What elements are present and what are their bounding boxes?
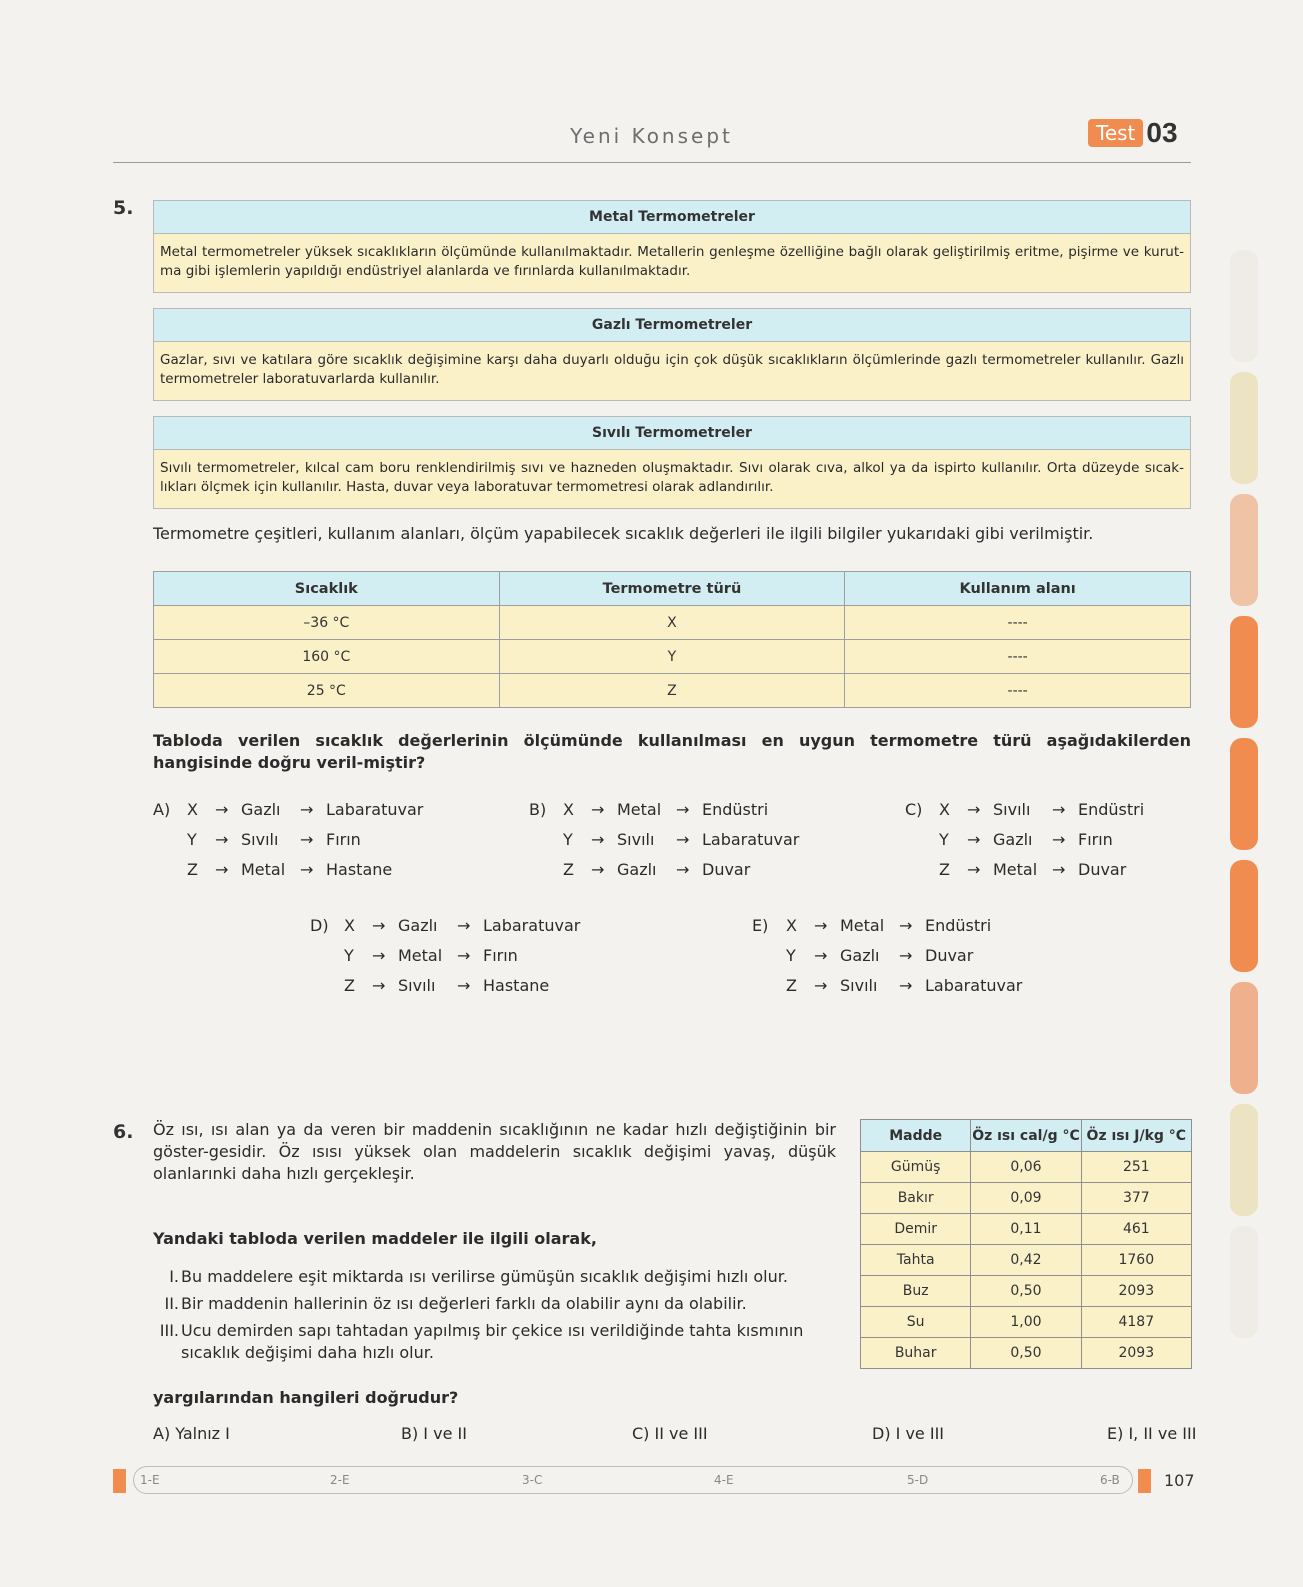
arrow-icon: → bbox=[899, 916, 913, 935]
option-thermometer: Sıvılı bbox=[398, 976, 436, 995]
option-a[interactable] bbox=[153, 795, 424, 885]
answer-option-e[interactable]: E) I, II ve III bbox=[1107, 1424, 1197, 1443]
arrow-icon: → bbox=[300, 800, 314, 819]
option-usage: Fırın bbox=[326, 830, 361, 849]
table-cell: 0,09 bbox=[971, 1183, 1081, 1214]
option-thermometer: Sıvılı bbox=[241, 830, 279, 849]
option-row bbox=[752, 971, 1023, 1001]
table-cell: 1760 bbox=[1081, 1245, 1191, 1276]
arrow-icon: → bbox=[457, 916, 471, 935]
option-usage: Endüstri bbox=[925, 916, 992, 935]
option-row bbox=[310, 941, 570, 971]
arrow-icon: → bbox=[814, 976, 828, 995]
info-box-body: Sıvılı termometreler, kılcal cam boru renklendirilmiş sıvı ve hazneden oluşmaktadır. Sıvı olarak cıva, alkol ya da ispirto kullanılır. Orta düzeyde sıcak-lıkları ölçmek için kullanılır. Hasta, duvar veya laboratuvar termometresi olarak adlandırılır. bbox=[154, 450, 1190, 508]
arrow-icon: → bbox=[372, 916, 386, 935]
answer-key-6: 6-B bbox=[1100, 1473, 1120, 1487]
option-thermometer: Metal bbox=[993, 860, 1038, 879]
arrow-icon: → bbox=[676, 800, 690, 819]
answer-key-3: 3-C bbox=[522, 1473, 543, 1487]
test-label: Test bbox=[1088, 119, 1143, 147]
statement-number: I. bbox=[169, 1267, 179, 1286]
arrow-icon: → bbox=[676, 830, 690, 849]
arrow-icon: → bbox=[1052, 830, 1066, 849]
info-box-body: Gazlar, sıvı ve katılara göre sıcaklık değişimine karşı daha duyarlı olduğu için çok düşük sıcaklıkların ölçümlerinde gazlı termometreler kullanılır. Gazlı termometreler laboratuvarlarda kullanılır. bbox=[154, 342, 1190, 400]
table-cell: Gümüş bbox=[861, 1152, 971, 1183]
option-thermometer: Metal bbox=[241, 860, 286, 879]
option-usage: Fırın bbox=[483, 946, 518, 965]
side-tab bbox=[1230, 860, 1258, 972]
option-thermometer: Gazlı bbox=[617, 860, 657, 879]
statement-3 bbox=[153, 1320, 836, 1364]
option-usage: Hastane bbox=[483, 976, 550, 995]
option-row bbox=[529, 825, 800, 855]
arrow-icon: → bbox=[1052, 800, 1066, 819]
option-usage: Endüstri bbox=[1078, 800, 1145, 819]
table-cell: 2093 bbox=[1081, 1276, 1191, 1307]
option-variable: Y bbox=[344, 946, 354, 965]
arrow-icon: → bbox=[372, 946, 386, 965]
side-tab bbox=[1230, 1226, 1258, 1338]
arrow-icon: → bbox=[300, 830, 314, 849]
table-row bbox=[861, 1183, 1192, 1214]
side-tab bbox=[1230, 250, 1258, 362]
info-box-title: Sıvılı Termometreler bbox=[154, 417, 1190, 450]
option-variable: Z bbox=[563, 860, 574, 879]
option-row bbox=[529, 795, 789, 825]
arrow-icon: → bbox=[967, 800, 981, 819]
option-variable: Y bbox=[786, 946, 796, 965]
question-5-stem: Tabloda verilen sıcaklık değerlerinin ölçümünde kullanılması en uygun termometre türü aşağıdakilerden hangisinde doğru veril-miştir? bbox=[153, 731, 1191, 772]
option-thermometer: Sıvılı bbox=[840, 976, 878, 995]
column-header: Madde bbox=[861, 1120, 971, 1152]
arrow-icon: → bbox=[591, 800, 605, 819]
option-variable: X bbox=[344, 916, 355, 935]
page-number: 107 bbox=[1164, 1471, 1195, 1490]
option-usage: Fırın bbox=[1078, 830, 1113, 849]
statement-number: III. bbox=[159, 1321, 179, 1340]
arrow-icon: → bbox=[215, 830, 229, 849]
info-box-metal bbox=[153, 200, 1191, 293]
column-header: Kullanım alanı bbox=[845, 572, 1191, 606]
option-variable: Y bbox=[939, 830, 949, 849]
option-variable: X bbox=[563, 800, 574, 819]
side-tab bbox=[1230, 982, 1258, 1094]
table-row bbox=[861, 1276, 1192, 1307]
option-usage: Hastane bbox=[326, 860, 393, 879]
option-thermometer: Sıvılı bbox=[993, 800, 1031, 819]
table-cell: –36 °C bbox=[154, 606, 500, 640]
test-badge bbox=[1088, 118, 1178, 148]
table-cell: 0,06 bbox=[971, 1152, 1081, 1183]
table-cell: Z bbox=[499, 674, 845, 708]
statement-text: Bir maddenin hallerinin öz ısı değerleri farklı da olabilir aynı da olabilir. bbox=[181, 1294, 747, 1313]
table-cell: 251 bbox=[1081, 1152, 1191, 1183]
test-number: 03 bbox=[1146, 117, 1178, 148]
answer-option-c[interactable]: C) II ve III bbox=[632, 1424, 708, 1443]
arrow-icon: → bbox=[215, 800, 229, 819]
answer-key-bar bbox=[133, 1466, 1133, 1494]
option-variable: Z bbox=[344, 976, 355, 995]
option-label: D) bbox=[310, 916, 329, 935]
answer-key-5: 5-D bbox=[907, 1473, 929, 1487]
statement-number: II. bbox=[164, 1294, 179, 1313]
footer-square-right bbox=[1138, 1469, 1151, 1493]
column-header: Öz ısı cal/g °C bbox=[971, 1120, 1081, 1152]
statement-text: Ucu demirden sapı tahtadan yapılmış bir çekice ısı verildiğinde tahta kısmının sıcaklık değişimi daha hızlı olur. bbox=[181, 1321, 804, 1362]
option-label: B) bbox=[529, 800, 547, 819]
table-cell: X bbox=[499, 606, 845, 640]
arrow-icon: → bbox=[676, 860, 690, 879]
table-cell: 377 bbox=[1081, 1183, 1191, 1214]
table-header-row bbox=[861, 1120, 1192, 1152]
table-cell: 0,50 bbox=[971, 1276, 1081, 1307]
specific-heat-table bbox=[860, 1119, 1192, 1369]
question-5-number: 5. bbox=[113, 197, 134, 219]
option-usage: Labaratuvar bbox=[326, 800, 424, 819]
statement-1 bbox=[153, 1266, 836, 1288]
side-tab bbox=[1230, 372, 1258, 484]
table-cell: ---- bbox=[845, 674, 1191, 708]
option-usage: Labaratuvar bbox=[483, 916, 581, 935]
info-box-gas bbox=[153, 308, 1191, 401]
option-row bbox=[310, 971, 570, 1001]
option-thermometer: Gazlı bbox=[993, 830, 1033, 849]
table-cell: ---- bbox=[845, 640, 1191, 674]
info-box-title: Metal Termometreler bbox=[154, 201, 1190, 234]
question-6-number: 6. bbox=[113, 1121, 134, 1143]
answer-key-1: 1-E bbox=[140, 1473, 160, 1487]
table-cell: 1,00 bbox=[971, 1307, 1081, 1338]
option-thermometer: Gazlı bbox=[840, 946, 880, 965]
question-6-lead: Yandaki tabloda verilen maddeler ile ilgili olarak, bbox=[153, 1229, 597, 1248]
option-row bbox=[905, 825, 1165, 855]
option-row bbox=[153, 795, 424, 825]
arrow-icon: → bbox=[372, 976, 386, 995]
arrow-icon: → bbox=[899, 946, 913, 965]
column-header: Termometre türü bbox=[499, 572, 845, 606]
table-row bbox=[154, 606, 1191, 640]
option-thermometer: Metal bbox=[840, 916, 885, 935]
option-label: E) bbox=[752, 916, 769, 935]
table-cell: Su bbox=[861, 1307, 971, 1338]
column-header: Öz ısı J/kg °C bbox=[1081, 1120, 1191, 1152]
option-row bbox=[153, 855, 413, 885]
table-row bbox=[861, 1214, 1192, 1245]
option-thermometer: Sıvılı bbox=[617, 830, 655, 849]
answer-key-4: 4-E bbox=[714, 1473, 734, 1487]
table-cell: 2093 bbox=[1081, 1338, 1191, 1369]
option-thermometer: Metal bbox=[617, 800, 662, 819]
option-usage: Endüstri bbox=[702, 800, 769, 819]
statement-text: Bu maddelere eşit miktarda ısı verilirse gümüşün sıcaklık değişimi hızlı olur. bbox=[181, 1267, 788, 1286]
option-e[interactable] bbox=[752, 911, 1023, 1001]
option-thermometer: Metal bbox=[398, 946, 443, 965]
thermometer-table bbox=[153, 571, 1191, 708]
question-6-text: Öz ısı, ısı alan ya da veren bir maddenin sıcaklığının ne kadar hızlı değiştiğinin bir göster-gesidir. Öz ısısı yüksek olan maddelerin sıcaklık değişimi yavaş, düşük olanlarınki daha hızlı gerçekleşir. bbox=[153, 1120, 836, 1183]
table-cell: Buhar bbox=[861, 1338, 971, 1369]
table-row bbox=[154, 640, 1191, 674]
table-cell: 25 °C bbox=[154, 674, 500, 708]
arrow-icon: → bbox=[814, 916, 828, 935]
option-row bbox=[752, 941, 1012, 971]
option-thermometer: Gazlı bbox=[241, 800, 281, 819]
option-d[interactable] bbox=[310, 911, 581, 1001]
table-cell: ---- bbox=[845, 606, 1191, 640]
arrow-icon: → bbox=[1052, 860, 1066, 879]
answer-option-d[interactable]: D) I ve III bbox=[872, 1424, 945, 1443]
info-box-title: Gazlı Termometreler bbox=[154, 309, 1190, 342]
option-variable: X bbox=[187, 800, 198, 819]
side-tab bbox=[1230, 738, 1258, 850]
option-row bbox=[153, 825, 413, 855]
column-header: Sıcaklık bbox=[154, 572, 500, 606]
question-5-intro: Termometre çeşitleri, kullanım alanları, ölçüm yapabilecek sıcaklık değerleri ile ilgili bilgiler yukarıdaki gibi verilmiştir. bbox=[153, 524, 1094, 543]
table-row bbox=[861, 1338, 1192, 1369]
table-row bbox=[154, 674, 1191, 708]
option-variable: Z bbox=[187, 860, 198, 879]
arrow-icon: → bbox=[457, 976, 471, 995]
option-row bbox=[752, 911, 1012, 941]
arrow-icon: → bbox=[591, 830, 605, 849]
table-header-row bbox=[154, 572, 1191, 606]
option-c[interactable] bbox=[905, 795, 1165, 885]
table-cell: Buz bbox=[861, 1276, 971, 1307]
side-tab bbox=[1230, 1104, 1258, 1216]
arrow-icon: → bbox=[899, 976, 913, 995]
table-cell: Demir bbox=[861, 1214, 971, 1245]
statement-2 bbox=[153, 1293, 836, 1315]
page-header-title: Yeni Konsept bbox=[570, 124, 733, 148]
side-tab bbox=[1230, 494, 1258, 606]
answer-key-2: 2-E bbox=[330, 1473, 350, 1487]
side-tab bbox=[1230, 616, 1258, 728]
option-usage: Labaratuvar bbox=[702, 830, 800, 849]
table-cell: 4187 bbox=[1081, 1307, 1191, 1338]
option-variable: X bbox=[939, 800, 950, 819]
header-rule bbox=[113, 162, 1191, 163]
option-usage: Labaratuvar bbox=[925, 976, 1023, 995]
table-cell: 0,42 bbox=[971, 1245, 1081, 1276]
option-variable: Z bbox=[786, 976, 797, 995]
option-row bbox=[905, 795, 1165, 825]
option-variable: Y bbox=[187, 830, 197, 849]
arrow-icon: → bbox=[215, 860, 229, 879]
table-cell: Bakır bbox=[861, 1183, 971, 1214]
table-row bbox=[861, 1152, 1192, 1183]
option-variable: Y bbox=[563, 830, 573, 849]
option-usage: Duvar bbox=[1078, 860, 1127, 879]
table-cell: 0,50 bbox=[971, 1338, 1081, 1369]
table-cell: 0,11 bbox=[971, 1214, 1081, 1245]
arrow-icon: → bbox=[814, 946, 828, 965]
info-box-liquid bbox=[153, 416, 1191, 509]
footer-square-left bbox=[113, 1469, 126, 1493]
option-variable: Z bbox=[939, 860, 950, 879]
arrow-icon: → bbox=[300, 860, 314, 879]
table-cell: 461 bbox=[1081, 1214, 1191, 1245]
option-usage: Duvar bbox=[925, 946, 974, 965]
option-usage: Duvar bbox=[702, 860, 751, 879]
option-thermometer: Gazlı bbox=[398, 916, 438, 935]
answer-option-a[interactable]: A) Yalnız I bbox=[153, 1424, 230, 1443]
question-6-ask: yargılarından hangileri doğrudur? bbox=[153, 1388, 459, 1407]
option-label: A) bbox=[153, 800, 171, 819]
option-row bbox=[310, 911, 581, 941]
table-cell: 160 °C bbox=[154, 640, 500, 674]
table-row bbox=[861, 1307, 1192, 1338]
arrow-icon: → bbox=[967, 860, 981, 879]
option-row bbox=[905, 855, 1165, 885]
answer-option-b[interactable]: B) I ve II bbox=[401, 1424, 467, 1443]
table-row bbox=[861, 1245, 1192, 1276]
table-cell: Tahta bbox=[861, 1245, 971, 1276]
arrow-icon: → bbox=[967, 830, 981, 849]
info-box-body: Metal termometreler yüksek sıcaklıkların ölçümünde kullanılmaktadır. Metallerin genleşme özelliğine bağlı olarak geliştirilmiş eritme, pişirme ve kurut-ma gibi işlemlerin yapıldığı endüstriyel alanlarda ve fırınlarda kullanılmaktadır. bbox=[154, 234, 1190, 292]
option-row bbox=[529, 855, 789, 885]
table-cell: Y bbox=[499, 640, 845, 674]
option-label: C) bbox=[905, 800, 923, 819]
arrow-icon: → bbox=[457, 946, 471, 965]
arrow-icon: → bbox=[591, 860, 605, 879]
option-b[interactable] bbox=[529, 795, 800, 885]
option-variable: X bbox=[786, 916, 797, 935]
